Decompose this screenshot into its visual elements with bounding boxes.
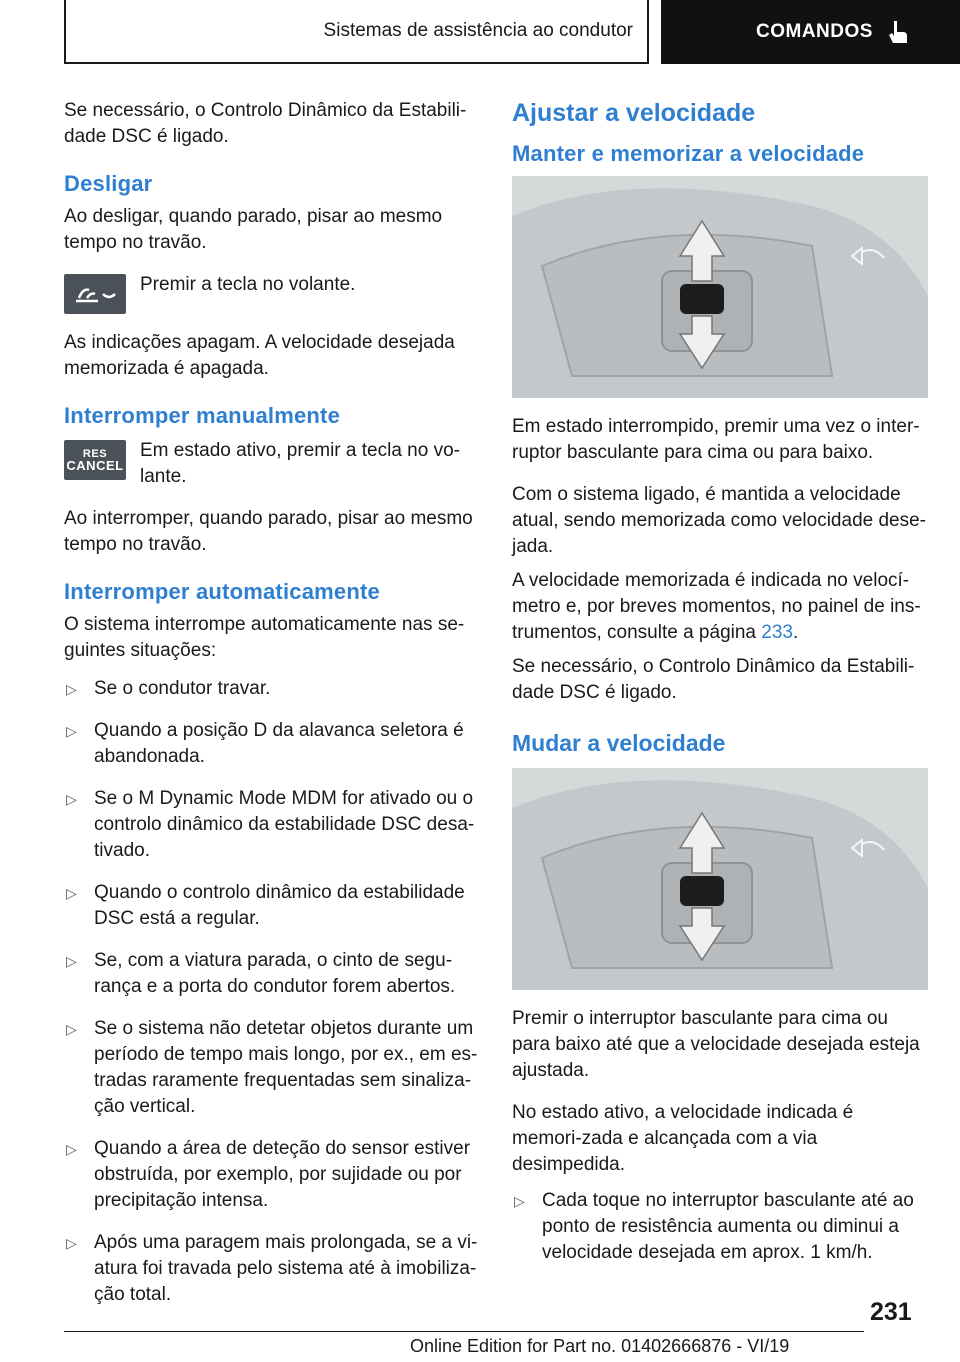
heading-ajustar: Ajustar a velocidade [512,99,756,127]
res-cancel-button-icon [64,440,126,480]
triangle-bullet-icon: ▷ [66,1021,77,1037]
section-title: Sistemas de assistência ao condutor [323,20,633,41]
triangle-bullet-icon: ▷ [66,681,77,697]
section-header [64,0,649,64]
footer-edition [410,1336,789,1357]
paragraph-with-link: A velocidade memorizada é indicada no velocí-metro e, por breves momentos, no painel de ins-trumentos, consulte a página 233. [512,570,921,643]
right-column [512,98,928,1282]
list-item: ▷ Cada toque no interruptor basculante até ao ponto de resistência aumenta ou diminui a velocidade desejada em aprox. 1 km/h. [514,1190,914,1263]
icon-instruction-desligar [64,272,480,314]
list-item: ▷ Quando a área de deteção do sensor estiver obstruída, por exemplo, por sujidade ou por precipitação intensa. [66,1138,471,1211]
list-item: ▷ Quando o controlo dinâmico da estabilidade DSC está a regular. [66,882,465,929]
paragraph: As indicações apagam. A velocidade desejada memorizada é apagada. [64,332,455,379]
paragraph: Em estado interrompido, premir uma vez o inter-ruptor basculante para cima ou para baixo. [512,416,920,463]
triangle-bullet-icon: ▷ [66,885,77,901]
paragraph: No estado ativo, a velocidade indicada é memori-zada e alcançada com a via desimpedida. [512,1102,854,1175]
heading-interromper-manual: Interromper manualmente [64,403,341,428]
list-item: ▷ Se, com a viatura parada, o cinto de segu-rança e a porta do condutor forem abertos. [66,950,456,997]
triangle-bullet-icon: ▷ [66,1141,77,1157]
list-item: ▷ Se o sistema não detetar objetos durante um período de tempo mais longo, por ex., em es-tradas raramente frequentadas sem sinaliza-ção vertical. [66,1018,478,1117]
paragraph: O sistema interrompe automaticamente nas se-guintes situações: [64,614,465,661]
paragraph: Ao desligar, quando parado, pisar ao mesmo tempo no travão. [64,206,443,253]
steering-wheel-switch-image-2 [512,768,928,990]
page-reference-link[interactable]: 233 [761,622,793,643]
situations-list [64,676,480,1308]
page-number: 231 [870,1298,912,1326]
speed-change-list [512,1188,928,1266]
triangle-bullet-icon: ▷ [514,1193,525,1209]
pointing-hand-icon [887,19,909,45]
chapter-tab[interactable] [661,0,960,64]
paragraph: Com o sistema ligado, é mantida a velocidade atual, sendo memorizada como velocidade dese-jada. [512,484,927,557]
edition-text: Online Edition for Part no. 01402666876 - VI/19 [410,1336,790,1356]
list-item: ▷ Se o condutor travar. [64,676,480,702]
paragraph: Ao interromper, quando parado, pisar ao mesmo tempo no travão. [64,508,473,555]
triangle-bullet-icon: ▷ [66,723,77,739]
paragraph: Premir o interruptor basculante para cima ou para baixo até que a velocidade desejada esteja ajustada. [512,1008,920,1081]
steering-wheel-switch-image [512,176,928,398]
heading-manter: Manter e memorizar a velocidade [512,141,865,166]
list-item: ▷ Após uma paragem mais prolongada, se a vi-atura foi travada pelo sistema até à imobiliza-ção total. [66,1232,478,1305]
paragraph: Se necessário, o Controlo Dinâmico da Estabili-dade DSC é ligado. [64,100,467,147]
heading-desligar: Desligar [64,171,153,196]
cancel-label: CANCEL [66,458,124,473]
res-label: RES [82,448,108,460]
triangle-bullet-icon: ▷ [66,953,77,969]
cruise-control-icon [64,274,126,314]
left-column [64,98,480,1324]
icon-instruction-manual [64,438,480,490]
heading-mudar: Mudar a velocidade [512,730,726,756]
heading-interromper-auto: Interromper automaticamente [64,579,380,604]
icon-text: Em estado ativo, premir a tecla no vo-lante. [140,440,460,487]
list-item: ▷ Quando a posição D da alavanca seletora é abandonada. [66,720,464,767]
triangle-bullet-icon: ▷ [66,1235,77,1251]
paragraph: Se necessário, o Controlo Dinâmico da Estabili-dade DSC é ligado. [512,656,915,703]
triangle-bullet-icon: ▷ [66,791,77,807]
list-item: ▷ Se o M Dynamic Mode MDM for ativado ou o controlo dinâmico da estabilidade DSC desa-tivado. [66,788,475,861]
chapter-title: COMANDOS [756,21,873,42]
icon-text: Premir a tecla no volante. [140,274,356,295]
footer-divider [64,1331,864,1332]
